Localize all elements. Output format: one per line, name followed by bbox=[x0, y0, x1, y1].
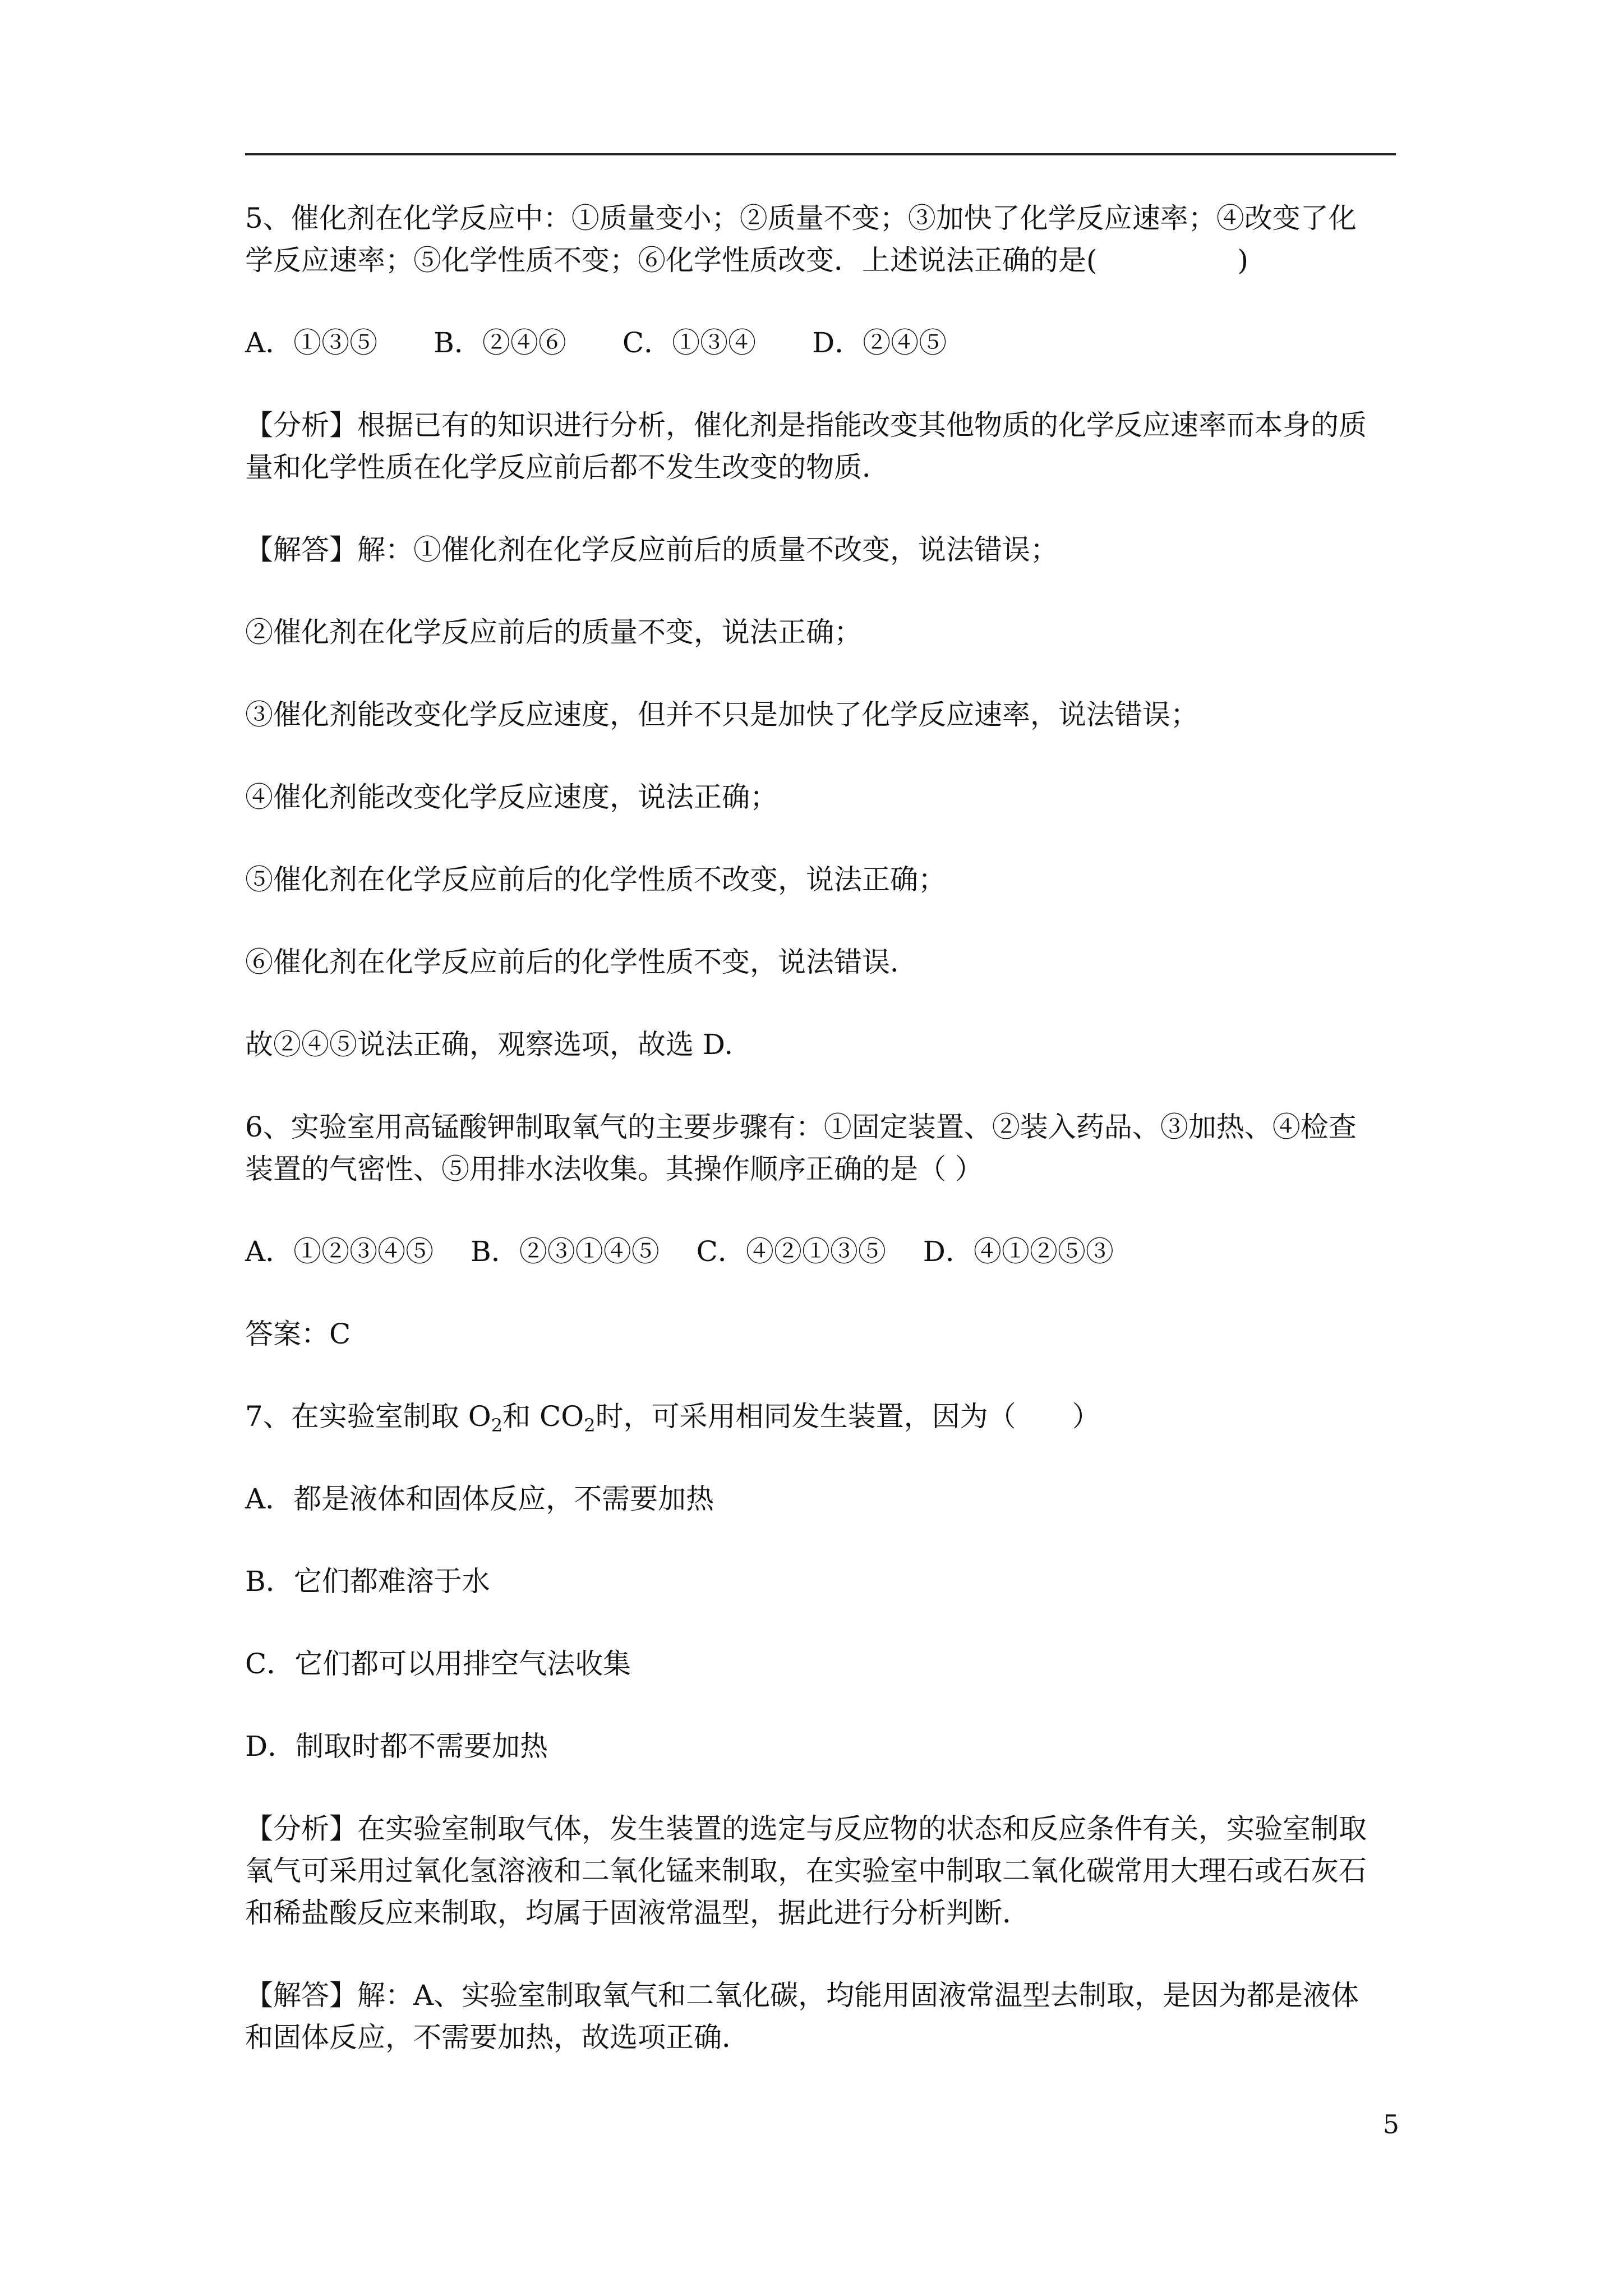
q6-stem-line: 6、实验室用高锰酸钾制取氧气的主要步骤有：①固定装置、②装入药品、③加热、④检查 bbox=[245, 1111, 1357, 1143]
page-number: 5 bbox=[1382, 2109, 1399, 2139]
q5-options: A．①③⑤ B．②④⑥ C．①③④ D．②④⑤ bbox=[245, 326, 947, 359]
q6-stem bbox=[245, 1106, 1396, 1190]
q7-option-c: C．它们都可以用排空气法收集 bbox=[245, 1648, 631, 1680]
q7-answer-line: 和固体反应，不需要加热，故选项正确． bbox=[245, 2021, 750, 2054]
q5-stem bbox=[245, 197, 1396, 282]
q7-stem bbox=[245, 1396, 1396, 1438]
q5-answer-line: ④催化剂能改变化学反应速度，说法正确； bbox=[245, 781, 778, 813]
q7-stem-prefix: 7、在实验室制取 O bbox=[245, 1400, 491, 1433]
q7-answer-line: 【解答】解：A、实验室制取氧气和二氧化碳，均能用固液常温型去制取，是因为都是液体 bbox=[245, 1979, 1359, 2012]
q7-subscript: 2 bbox=[491, 1415, 503, 1436]
q7-analysis bbox=[245, 1808, 1396, 1934]
q7-option-d: D．制取时都不需要加热 bbox=[245, 1730, 548, 1763]
q7-stem-suffix: 时，可采用相同发生装置，因为（ ） bbox=[595, 1400, 1100, 1433]
q5-stem-line: 学反应速率；⑤化学性质不变；⑥化学性质改变．上述说法正确的是( ) bbox=[245, 244, 1249, 277]
q6-stem-line: 装置的气密性、⑤用排水法收集。其操作顺序正确的是（ ） bbox=[245, 1153, 983, 1185]
q5-analysis-line: 【分析】根据已有的知识进行分析，催化剂是指能改变其他物质的化学反应速率而本身的质 bbox=[245, 409, 1367, 441]
q5-stem-line: 5、催化剂在化学反应中：①质量变小；②质量不变；③加快了化学反应速率；④改变了化 bbox=[245, 202, 1357, 234]
q5-answer-line: ②催化剂在化学反应前后的质量不变，说法正确； bbox=[245, 616, 862, 648]
q5-conclusion: 故②④⑤说法正确，观察选项，故选 D. bbox=[245, 1028, 734, 1061]
q7-answer bbox=[245, 1975, 1396, 2059]
q7-subscript: 2 bbox=[584, 1415, 596, 1436]
q7-option-a: A．都是液体和固体反应，不需要加热 bbox=[245, 1483, 714, 1515]
q7-analysis-line: 和稀盐酸反应来制取，均属于固液常温型，据此进行分析判断． bbox=[245, 1897, 1030, 1929]
q5-answer-line: ⑤催化剂在化学反应前后的化学性质不改变，说法正确； bbox=[245, 863, 946, 896]
q5-analysis bbox=[245, 404, 1396, 489]
q5-answer-line: 【解答】解：①催化剂在化学反应前后的质量不改变，说法错误； bbox=[245, 533, 1058, 566]
q7-option-b: B．它们都难溶于水 bbox=[245, 1565, 490, 1598]
q6-answer: 答案：C bbox=[245, 1318, 351, 1350]
q7-analysis-line: 氧气可采用过氧化氢溶液和二氧化锰来制取，在实验室中制取二氧化碳常用大理石或石灰石 bbox=[245, 1855, 1367, 1887]
q6-options: A．①②③④⑤ B．②③①④⑤ C．④②①③⑤ D．④①②⑤③ bbox=[245, 1235, 1114, 1268]
page-content bbox=[245, 197, 1396, 2099]
header-rule bbox=[245, 153, 1396, 155]
q7-stem-mid: 和 CO bbox=[502, 1400, 584, 1433]
q5-answer-line: ⑥催化剂在化学反应前后的化学性质不变，说法错误． bbox=[245, 946, 918, 978]
q5-analysis-line: 量和化学性质在化学反应前后都不发生改变的物质． bbox=[245, 451, 890, 484]
q7-analysis-line: 【分析】在实验室制取气体，发生装置的选定与反应物的状态和反应条件有关，实验室制取 bbox=[245, 1812, 1367, 1845]
q5-answer-line: ③催化剂能改变化学反应速度，但并不只是加快了化学反应速率，说法错误； bbox=[245, 698, 1198, 731]
